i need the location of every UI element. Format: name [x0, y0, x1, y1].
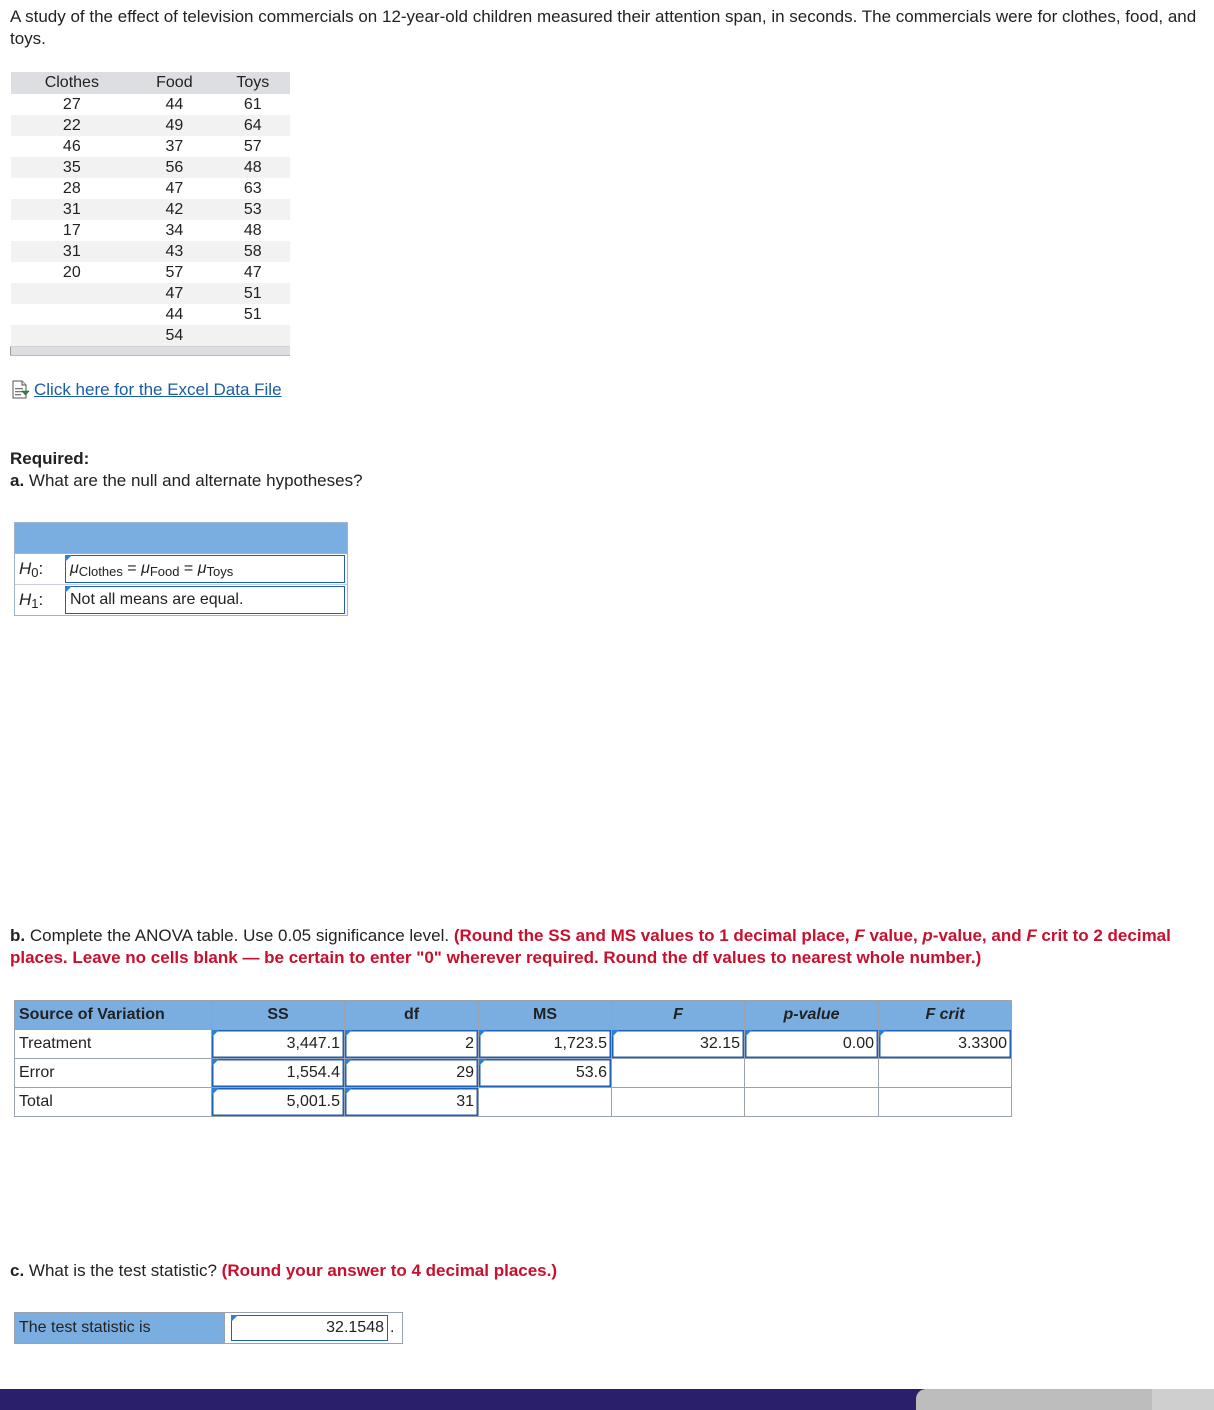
test-statistic-row	[14, 1312, 403, 1344]
anova-header-f: F	[612, 1001, 745, 1030]
required-section	[10, 448, 363, 492]
cell-toys: 58	[216, 241, 290, 262]
test-statistic-suffix: .	[390, 1319, 395, 1336]
null-hypothesis-select[interactable]	[65, 555, 345, 583]
h1-answer: Not all means are equal.	[70, 591, 244, 608]
hypotheses-table	[14, 522, 348, 616]
anova-header-ss: SS	[212, 1001, 345, 1030]
cell-food: 57	[165, 263, 184, 281]
treatment-ms-input[interactable]: 1,723.5	[479, 1030, 612, 1059]
attention-span-data-table	[10, 72, 290, 356]
bottom-navigation-bar	[0, 1389, 1214, 1410]
question-b-instructions: (Round the SS and MS values to 1 decimal place, F value, p-value, and F crit to 2 decimal places. Leave no cells blank — be certain to enter "0" wherever required. Round the df values to nearest whole number.)	[10, 926, 1171, 967]
table-row	[11, 157, 291, 178]
total-p-value-cell	[745, 1088, 879, 1117]
cell-toys: 63	[243, 179, 262, 197]
table-row	[11, 325, 291, 347]
input-marker-icon	[231, 1315, 238, 1322]
cell-food: 44	[165, 305, 184, 323]
total-f-crit-cell	[879, 1088, 1012, 1117]
treatment-p-value-input[interactable]: 0.00	[745, 1030, 879, 1059]
table-row	[11, 199, 291, 220]
anova-header-f-crit: F crit	[879, 1001, 1012, 1030]
cell-clothes	[11, 283, 134, 304]
cell-clothes	[11, 304, 134, 325]
cell-food: 42	[133, 199, 215, 220]
cell-toys: 51	[216, 283, 290, 304]
source-label: Treatment	[15, 1030, 212, 1059]
col-header-toys: Toys	[216, 72, 290, 94]
table-row	[11, 283, 291, 304]
cell-toys: 51	[243, 305, 262, 323]
col-header-clothes: Clothes	[11, 72, 134, 94]
treatment-df-input[interactable]: 2	[345, 1030, 479, 1059]
cell-clothes: 27	[62, 95, 81, 113]
h0-answer: $\mu_{Clothes} = \mu_{Food} = \mu_{Toys}$	[70, 559, 234, 579]
alternate-hypothesis-row	[15, 585, 347, 615]
test-statistic-value: 32.1548	[326, 1319, 384, 1336]
cell-clothes: 20	[62, 263, 81, 281]
cell-food: 34	[165, 221, 184, 239]
test-statistic-input[interactable]	[231, 1315, 388, 1341]
table-row	[11, 220, 291, 241]
bottom-bar-tab[interactable]	[916, 1389, 1152, 1410]
required-title: Required:	[10, 449, 90, 468]
problem-intro: A study of the effect of television commercials on 12-year-old children measured their attention span, in seconds. The commercials were for clothes, food, and toys.	[10, 7, 1197, 48]
h0-symbol: $H_0$:	[19, 558, 44, 580]
cell-clothes: 31	[11, 241, 134, 262]
question-b	[10, 925, 1214, 969]
cell-food: 37	[165, 137, 184, 155]
source-label: Error	[15, 1059, 212, 1088]
total-f-cell	[612, 1088, 745, 1117]
treatment-ss-input[interactable]: 3,447.1	[212, 1030, 345, 1059]
error-p-value-cell	[745, 1059, 879, 1088]
anova-header-df: df	[345, 1001, 479, 1030]
cell-food: 43	[133, 241, 215, 262]
cell-food: 44	[165, 95, 184, 113]
cell-toys: 53	[216, 199, 290, 220]
question-a-text: What are the null and alternate hypotheses?	[24, 471, 363, 490]
anova-header-p-value: p-value	[745, 1001, 879, 1030]
cell-toys: 61	[243, 95, 262, 113]
bottom-bar-corner	[1152, 1389, 1214, 1410]
dropdown-marker-icon	[65, 586, 72, 593]
source-label: Total	[15, 1088, 212, 1117]
question-c-text: What is the test statistic?	[24, 1261, 222, 1280]
table-row	[11, 115, 291, 136]
table-row	[11, 94, 291, 115]
question-b-label: b.	[10, 926, 26, 945]
cell-food: 54	[133, 325, 215, 347]
question-c	[10, 1260, 557, 1282]
question-a	[10, 470, 363, 492]
h1-symbol: $H_1$:	[19, 589, 44, 611]
question-c-instructions: (Round your answer to 4 decimal places.)	[221, 1261, 558, 1280]
question-a-label: a.	[10, 471, 25, 490]
error-df-input[interactable]: 29	[345, 1059, 479, 1088]
cell-toys: 48	[243, 221, 262, 239]
treatment-f-input[interactable]: 32.15	[612, 1030, 745, 1059]
excel-data-file-link[interactable]	[10, 380, 282, 400]
error-ss-input[interactable]: 1,554.4	[212, 1059, 345, 1088]
total-df-input[interactable]: 31	[345, 1088, 479, 1117]
cell-toys: 47	[243, 263, 262, 281]
cell-toys: 64	[216, 115, 290, 136]
dropdown-marker-icon	[65, 555, 72, 562]
hypotheses-header	[15, 523, 347, 554]
question-b-text: Complete the ANOVA table. Use 0.05 significance level.	[25, 926, 454, 945]
table-row	[11, 304, 291, 325]
anova-row-total	[15, 1088, 1012, 1117]
cell-clothes: 35	[11, 157, 134, 178]
data-table-header-row	[11, 72, 291, 94]
cell-clothes: 22	[11, 115, 134, 136]
error-ms-input[interactable]: 53.6	[479, 1059, 612, 1088]
anova-header-source: Source of Variation	[15, 1001, 212, 1030]
cell-clothes: 28	[62, 179, 81, 197]
table-row	[11, 241, 291, 262]
question-c-label: c.	[10, 1261, 25, 1280]
total-ss-input[interactable]: 5,001.5	[212, 1088, 345, 1117]
anova-row-treatment	[15, 1030, 1012, 1059]
cell-toys: 57	[243, 137, 262, 155]
cell-clothes: 31	[11, 199, 134, 220]
total-ms-cell	[479, 1088, 612, 1117]
null-hypothesis-row	[15, 554, 347, 585]
cell-clothes	[11, 325, 134, 347]
col-header-food: Food	[133, 72, 215, 94]
cell-clothes: 46	[62, 137, 81, 155]
error-f-cell	[612, 1059, 745, 1088]
test-statistic-label: The test statistic is	[15, 1313, 225, 1343]
treatment-f-crit-input[interactable]: 3.3300	[879, 1030, 1012, 1059]
cell-food: 56	[133, 157, 215, 178]
excel-file-icon	[10, 380, 30, 400]
cell-toys: 48	[216, 157, 290, 178]
alternate-hypothesis-select[interactable]	[65, 586, 345, 614]
table-footer-bar	[11, 347, 291, 356]
anova-header-ms: MS	[479, 1001, 612, 1030]
cell-food: 47	[133, 283, 215, 304]
cell-food: 47	[165, 179, 184, 197]
anova-header-row	[15, 1001, 1012, 1030]
table-row	[11, 178, 291, 199]
cell-food: 49	[133, 115, 215, 136]
cell-toys	[216, 325, 290, 347]
anova-table	[14, 1000, 1012, 1117]
table-row	[11, 262, 291, 283]
anova-row-error	[15, 1059, 1012, 1088]
excel-link-text[interactable]: Click here for the Excel Data File	[34, 380, 282, 399]
cell-clothes: 17	[62, 221, 81, 239]
error-f-crit-cell	[879, 1059, 1012, 1088]
table-row	[11, 136, 291, 157]
